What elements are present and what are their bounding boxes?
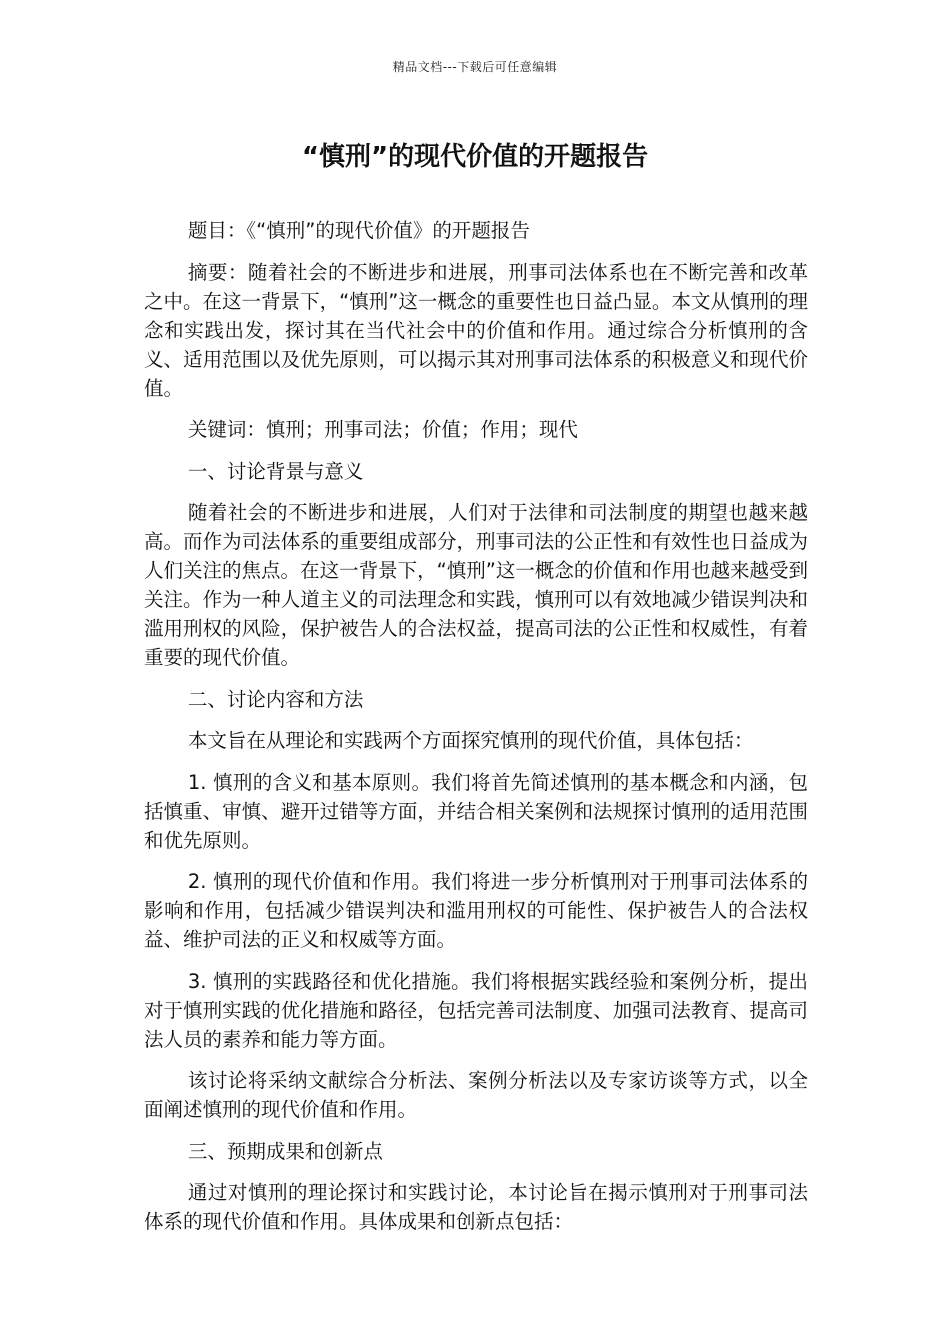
topic-line: 题目：《“慎刑”的现代价值》的开题报告 xyxy=(187,219,530,242)
content-item-3: 3. 慎刑的实践路径和优化措施。我们将根据实践经验和案例分析，提出对于慎刑实践的优化措施和路径，包括完善司法制度、加强司法教育、提高司法人员的素养和能力等方面。 xyxy=(144,969,808,1051)
methods-paragraph: 该讨论将采纳文献综合分析法、案例分析法以及专家访谈等方式，以全面阐述慎刑的现代价值和作用。 xyxy=(144,1069,808,1121)
keywords-line: 关键词：慎刑；刑事司法；价值；作用；现代 xyxy=(187,418,578,441)
outcomes-paragraph: 通过对慎刑的理论探讨和实践讨论，本讨论旨在揭示慎刑对于刑事司法体系的现代价值和作用。具体成果和创新点包括： xyxy=(144,1181,808,1233)
content-item-1: 1. 慎刑的含义和基本原则。我们将首先简述慎刑的基本概念和内涵，包括慎重、审慎、避开过错等方面，并结合相关案例和法规探讨慎刑的适用范围和优先原则。 xyxy=(144,770,808,852)
background-paragraph: 随着社会的不断进步和进展，人们对于法律和司法制度的期望也越来越高。而作为司法体系的重要组成部分，刑事司法的公正性和有效性也日益成为人们关注的焦点。在这一背景下，“慎刑”这一概念的价值和作用也越来越受到关注。作为一种人道主义的司法理念和实践，慎刑可以有效地减少错误判决和滥用刑权的风险，保护被告人的合法权益，提高司法的公正性和权威性，有着重要的现代价值。 xyxy=(144,501,808,669)
document-body xyxy=(144,216,808,1249)
abstract-paragraph: 摘要：随着社会的不断进步和进展，刑事司法体系也在不断完善和改革之中。在这一背景下，“慎刑”这一概念的重要性也日益凸显。本文从慎刑的理念和实践出发，探讨其在当代社会中的价值和作用。通过综合分析慎刑的含义、适用范围以及优先原则，可以揭示其对刑事司法体系的积极意义和现代价值。 xyxy=(144,260,808,400)
section-heading-outcomes: 三、预期成果和创新点 xyxy=(187,1139,383,1163)
section-heading-content-methods: 二、讨论内容和方法 xyxy=(187,687,364,711)
section-heading-background: 一、讨论背景与意义 xyxy=(187,459,364,483)
header-note: 精品文档---下载后可任意编辑 xyxy=(392,60,558,74)
document-title: “慎刑”的现代价值的开题报告 xyxy=(301,142,649,172)
content-intro-paragraph: 本文旨在从理论和实践两个方面探究慎刑的现代价值，具体包括： xyxy=(187,729,754,752)
content-item-2: 2. 慎刑的现代价值和作用。我们将进一步分析慎刑对于刑事司法体系的影响和作用，包括减少错误判决和滥用刑权的可能性、保护被告人的合法权益、维护司法的正义和权威等方面。 xyxy=(144,870,808,951)
